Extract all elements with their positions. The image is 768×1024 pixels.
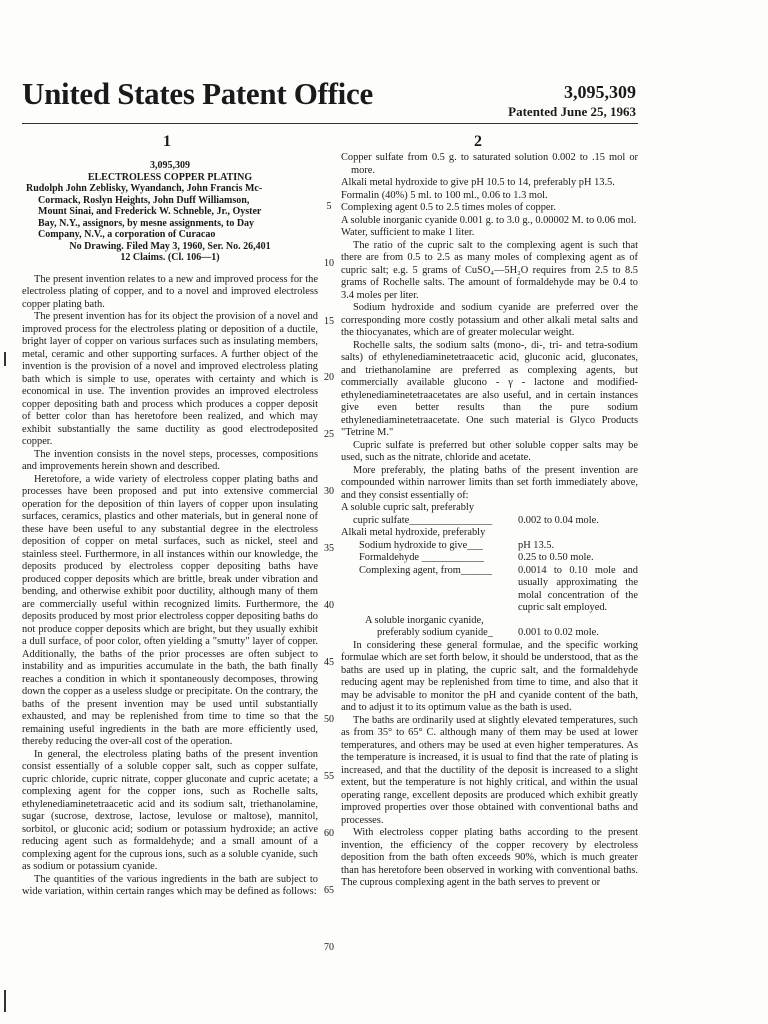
line-number: 70 [324,942,334,953]
body-paragraph: In general, the electroless plating baths of the present invention consist essentially of a soluble copper salt, such as copper sulfate, cupric chloride, cupric nitrate, copper gluconate and cupric acetate; a complexing agent for the copper ions, such as Rochelle salts, ethylenediaminetetraacetic acid and its sodium salt, triethanolamine, sugar (sucrose, dextrose, lactose, levulose or maltose), mannitol, sorbitol, or gluconic acid; sodium or potassium hydroxide; an active reducing agent such as formaldehyde; and a small amount of a complexing agent for the cuprous ions, such as a soluble cyanide, such as sodium or potassium cyanide. [22,748,318,872]
body-paragraph: The quantities of the various ingredients in the bath are subject to wide variation, within certain ranges which may be defined as follows: [22,873,318,897]
line-number: 45 [324,657,334,668]
table-row [341,615,638,640]
formula-value: pH 13.5. [518,539,555,551]
body-paragraph: Rochelle salts, the sodium salts (mono-, di-, tri- and tetra-sodium salts) of ethylenediaminetetraacetic acid, gluconic acid, gluconates, and triethanolamine are preferred as complexing agents, but commercially available glucono - γ - lactone and modified-ethylenediaminetetraacetates are also useful, and in certain instances give even better results than the pure sodium ethylenediaminetetraacetate. One such material is Glyco Products "Tetrine M." [341,339,638,438]
body-paragraph: The ratio of the cupric salt to the complexing agent is such that there are from 0.5 to 2.5 as many moles of complexing agent as of cupric salt; e.g. 5 grams of CuSO₄—5H₂O requires from 2.5 to 8.5 grams of Rochelle salts. The amount of formaldehyde may be 0.4 to 3.4 moles per liter. [341,239,638,301]
formula-label: A soluble cupric salt, preferably cupric sulfate________________ [341,502,493,526]
line-number: 25 [324,429,334,440]
filing-info: No Drawing. Filed May 3, 1960, Ser. No. 26,401 [69,240,271,252]
body-paragraph: In considering these general formulae, and the specific working formulae which are set forth below, it should be understood, that as the baths are used up in plating, the cupric salt, and the formaldehyde reducing agent may be replenished from time to time, and also that it may be advisable to monitor the pH and cyanide content of the bath, and to adjust it to its optimum value as the bath is used. [341,639,638,713]
formula-label: Complexing agent, from______ [359,564,493,576]
table-row [341,502,638,527]
column-number-right: 2 [474,133,482,150]
body-paragraph: The present invention relates to a new and improved process for the electroless plating of copper, and to a novel and improved electroless copper plating bath. [22,273,318,310]
biblio-title: ELECTROLESS COPPER PLATING [87,171,253,183]
right-column [341,152,638,890]
bibliographic-header [22,160,318,264]
left-column [22,160,318,899]
formula-label: Alkali metal hydroxide, preferably Sodium hydroxide to give___ [341,527,486,551]
body-paragraph: With electroless copper plating baths according to the present invention, the efficiency of the copper recovery by electroless deposition from the bath often exceeds 90%, which is much greater than has heretofore been observed in working with conventional baths. The cuprous complexing agent in the bath serves to prevent or [341,827,638,888]
line-number: 10 [324,258,334,269]
body-paragraph: The invention consists in the novel steps, processes, compositions and improvements herein shown and described. [22,448,318,472]
line-number: 35 [324,543,334,554]
formula-value: 0.002 to 0.04 mole. [518,514,599,526]
inventors-line: Bay, N.Y., assignors, by mesne assignments, to Day [38,217,255,229]
line-number: 40 [324,600,334,611]
formula-line: Complexing agent 0.5 to 2.5 times moles of copper. [341,202,556,213]
formula-value: 0.0014 to 0.10 mole and usually approximating the molal concentration of the cupric salt employed. [518,564,638,613]
body-paragraph: Cupric sulfate is preferred but other soluble copper salts may be used, such as the nitrate, chloride and acetate. [341,439,638,463]
formula-line: A soluble inorganic cyanide 0.001 g. to 3.0 g., 0.00002 M. to 0.06 mol. [341,214,637,226]
formula-value: 0.25 to 0.50 mole. [518,552,594,563]
page-title: United States Patent Office [22,76,373,111]
table-row [341,565,638,615]
table-row [341,552,638,565]
line-number: 65 [324,885,334,896]
body-paragraph: Heretofore, a wide variety of electroless copper plating baths and processes have been proposed and put into extensive commercial operation for the deposition of thin layers of copper upon insulating surfaces, ceramics, plastics and other materials, but in general none of these have been useful to any substantial degree in the electroless deposition of copper on metal surfaces, such as nickel, steel and stainless steel. Furthermore, in all instances within our knowledge, the deposits produced by electroless copper depositing baths have produced copper deposits which are brittle, break under vibration and bending, and otherwise exhibit poor ductility, although many of them are commercially useful within recognized limits. Furthermore, the deposits produced by most prior electroless copper depositing baths do not produce copper deposits which are bright, but they usually exhibit a dull surface, of poor color, often yielding a "smutty" layer of copper. Additionally, the baths of the prior processes are often subject to instability and as impurities accumulate in the bath, the bath finally reaches a condition in which it spontaneously decomposes, throwing down the copper as a useless sludge or precipitate. On the contrary, the baths of the present invention may be used until substantially exhausted, and may be replenished from time to time so that the remaining useful ingredients in the bath are more efficiently used, thereby reducing the over-all cost of the operation. [22,473,318,747]
margin-mark [4,352,6,366]
claims-info: 12 Claims. (Cl. 106—1) [120,252,220,263]
formula-label: Formaldehyde ____________ [359,552,484,563]
body-paragraph: The present invention has for its object the provision of a novel and improved process for the electroless plating or deposition of a ductile, bright layer of copper on various surfaces such as insulating members, metal, ceramic and other supporting surfaces. A further object of the invention is the provision of a novel and improved electroless plating bath which is simple to use, operates with certainty and which is economical in use. The invention provides an improved electroless copper depositing bath and process which produces a copper deposit of better color than has heretofore been realized, and which may exhibit substantially the same ductility as good electrodeposited copper. [22,311,318,447]
body-paragraph: More preferably, the plating baths of the present invention are compounded within narrower limits than set forth immediately above, and they consist essentially of: [341,464,638,501]
header-rule [22,123,638,124]
formula-value: 0.001 to 0.02 mole. [518,627,599,638]
margin-mark [4,990,6,1012]
preferred-formula-table [341,502,638,640]
formula-line: Alkali metal hydroxide to give pH 10.5 to 14, preferably pH 13.5. [341,177,615,188]
line-number: 60 [324,828,334,839]
patented-date: Patented June 25, 1963 [508,104,636,119]
formula-line: Formalin (40%) 5 ml. to 100 ml., 0.06 to 1.3 mol. [341,189,548,201]
formula-label: A soluble inorganic cyanide, preferably sodium cyanide_ [365,614,493,638]
column-number-left: 1 [163,133,171,150]
patent-number: 3,095,309 [564,82,636,102]
body-paragraph: The baths are ordinarily used at slightly elevated temperatures, such as from 35° to 65° C. although many of them may be used at lower temperatures, and others may be used at even higher temperatures. As the temperature is increased, it is usual to find that the rate of plating is increased, and that the ductility of the deposit is increased to a slight extent, but the temperature is not highly critical, and within the usual operating range, excellent deposits are produced which exhibit greatly improved properties over those obtained with conventional baths and processes. [341,714,638,826]
line-number: 5 [326,201,332,212]
biblio-number: 3,095,309 [150,160,190,171]
formula-line: Copper sulfate from 0.5 g. to saturated solution 0.002 to .15 mol or more. [341,152,638,176]
line-number: 30 [324,486,334,497]
body-paragraph: Sodium hydroxide and sodium cyanide are preferred over the corresponding more costly potassium and other alkali metal salts and the thiocyanates, which are of greater molecular weight. [341,302,638,338]
inventors-line: Cormack, Roslyn Heights, John Duff Williamson, [38,194,250,206]
inventors-line: Mount Sinai, and Frederick W. Schneble, Jr., Oyster [38,206,262,217]
inventors-line: Company, N.V., a corporation of Curacao [38,229,216,240]
table-row [341,527,638,552]
line-number: 55 [324,771,334,782]
line-number: 50 [324,714,334,725]
inventors-line: Rudolph John Zeblisky, Wyandanch, John Francis Mc- [26,183,263,194]
line-number: 15 [324,316,334,327]
formula-line: Water, sufficient to make 1 liter. [341,227,475,238]
line-number: 20 [324,372,334,383]
